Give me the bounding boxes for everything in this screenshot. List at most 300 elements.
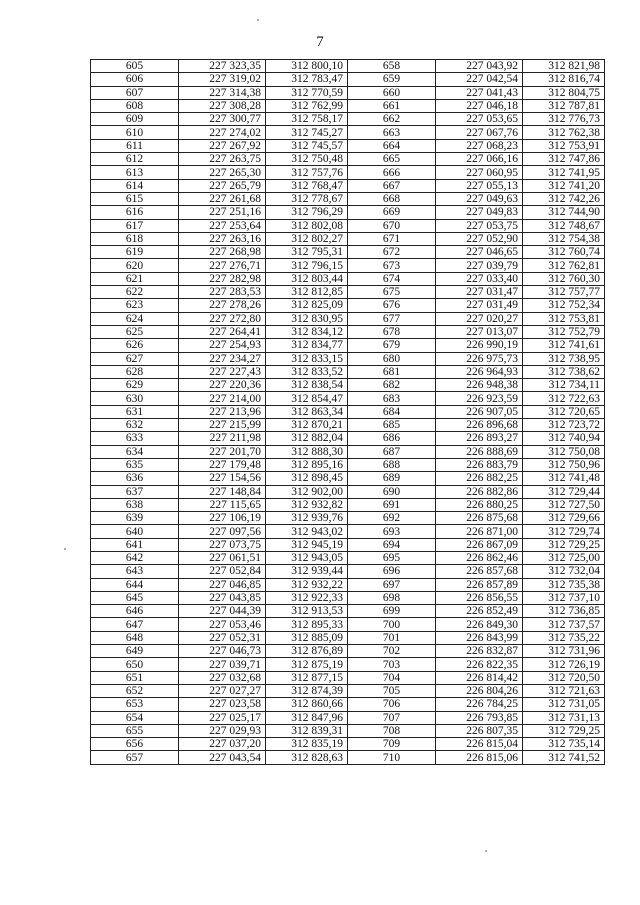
x-coordinate-cell: 227 046,18 — [436, 99, 523, 112]
x-coordinate-cell: 226 857,89 — [436, 578, 523, 591]
point-number-cell: 688 — [348, 458, 436, 471]
y-coordinate-cell: 312 762,81 — [523, 259, 605, 272]
y-coordinate-cell: 312 943,02 — [266, 525, 348, 538]
y-coordinate-cell: 312 796,29 — [266, 206, 348, 219]
x-coordinate-cell: 226 875,68 — [436, 512, 523, 525]
y-coordinate-cell: 312 870,21 — [266, 419, 348, 432]
x-coordinate-cell: 227 029,93 — [179, 724, 266, 737]
point-number-cell: 686 — [348, 432, 436, 445]
x-coordinate-cell: 227 041,43 — [436, 86, 523, 99]
point-number-cell: 665 — [348, 153, 436, 166]
y-coordinate-cell: 312 750,08 — [523, 445, 605, 458]
x-coordinate-cell: 227 267,92 — [179, 139, 266, 152]
x-coordinate-cell: 227 032,68 — [179, 671, 266, 684]
y-coordinate-cell: 312 745,27 — [266, 126, 348, 139]
x-coordinate-cell: 226 990,19 — [436, 339, 523, 352]
y-coordinate-cell: 312 725,00 — [523, 551, 605, 564]
point-number-cell: 646 — [91, 605, 179, 618]
x-coordinate-cell: 226 882,86 — [436, 485, 523, 498]
table-row — [91, 299, 605, 312]
x-coordinate-cell: 227 044,39 — [179, 605, 266, 618]
y-coordinate-cell: 312 735,14 — [523, 738, 605, 751]
y-coordinate-cell: 312 737,57 — [523, 618, 605, 631]
y-coordinate-cell: 312 750,48 — [266, 153, 348, 166]
table-row — [91, 751, 605, 764]
table-row — [91, 232, 605, 245]
table-row — [91, 86, 605, 99]
point-number-cell: 705 — [348, 684, 436, 697]
x-coordinate-cell: 227 053,75 — [436, 219, 523, 232]
point-number-cell: 640 — [91, 525, 179, 538]
table-row — [91, 419, 605, 432]
point-number-cell: 606 — [91, 73, 179, 86]
point-number-cell: 617 — [91, 219, 179, 232]
table-row — [91, 312, 605, 325]
y-coordinate-cell: 312 913,53 — [266, 605, 348, 618]
x-coordinate-cell: 227 179,48 — [179, 458, 266, 471]
table-row — [91, 286, 605, 299]
point-number-cell: 681 — [348, 365, 436, 378]
x-coordinate-cell: 227 220,36 — [179, 379, 266, 392]
x-coordinate-cell: 227 251,16 — [179, 206, 266, 219]
x-coordinate-cell: 227 055,13 — [436, 179, 523, 192]
x-coordinate-cell: 227 314,38 — [179, 86, 266, 99]
table-row — [91, 432, 605, 445]
point-number-cell: 620 — [91, 259, 179, 272]
y-coordinate-cell: 312 726,19 — [523, 658, 605, 671]
y-coordinate-cell: 312 922,33 — [266, 591, 348, 604]
table-row — [91, 259, 605, 272]
point-number-cell: 639 — [91, 512, 179, 525]
x-coordinate-cell: 227 319,02 — [179, 73, 266, 86]
x-coordinate-cell: 227 201,70 — [179, 445, 266, 458]
point-number-cell: 611 — [91, 139, 179, 152]
y-coordinate-cell: 312 802,27 — [266, 232, 348, 245]
point-number-cell: 685 — [348, 419, 436, 432]
y-coordinate-cell: 312 745,57 — [266, 139, 348, 152]
point-number-cell: 641 — [91, 538, 179, 551]
point-number-cell: 605 — [91, 60, 179, 73]
x-coordinate-cell: 226 793,85 — [436, 711, 523, 724]
y-coordinate-cell: 312 753,81 — [523, 312, 605, 325]
y-coordinate-cell: 312 757,77 — [523, 286, 605, 299]
y-coordinate-cell: 312 833,15 — [266, 352, 348, 365]
y-coordinate-cell: 312 895,16 — [266, 458, 348, 471]
y-coordinate-cell: 312 834,12 — [266, 325, 348, 338]
y-coordinate-cell: 312 721,63 — [523, 684, 605, 697]
table-row — [91, 711, 605, 724]
point-number-cell: 677 — [348, 312, 436, 325]
point-number-cell: 618 — [91, 232, 179, 245]
point-number-cell: 701 — [348, 631, 436, 644]
x-coordinate-cell: 227 227,43 — [179, 365, 266, 378]
table-row — [91, 618, 605, 631]
table-row — [91, 578, 605, 591]
point-number-cell: 687 — [348, 445, 436, 458]
y-coordinate-cell: 312 834,77 — [266, 339, 348, 352]
x-coordinate-cell: 226 948,38 — [436, 379, 523, 392]
x-coordinate-cell: 226 975,73 — [436, 352, 523, 365]
point-number-cell: 619 — [91, 246, 179, 259]
x-coordinate-cell: 226 814,42 — [436, 671, 523, 684]
y-coordinate-cell: 312 731,96 — [523, 645, 605, 658]
table-row — [91, 219, 605, 232]
point-number-cell: 661 — [348, 99, 436, 112]
y-coordinate-cell: 312 741,48 — [523, 472, 605, 485]
x-coordinate-cell: 227 046,65 — [436, 246, 523, 259]
x-coordinate-cell: 227 052,90 — [436, 232, 523, 245]
point-number-cell: 706 — [348, 698, 436, 711]
y-coordinate-cell: 312 758,17 — [266, 113, 348, 126]
table-row — [91, 166, 605, 179]
x-coordinate-cell: 227 020,27 — [436, 312, 523, 325]
y-coordinate-cell: 312 741,20 — [523, 179, 605, 192]
y-coordinate-cell: 312 762,38 — [523, 126, 605, 139]
point-number-cell: 649 — [91, 645, 179, 658]
table-row — [91, 113, 605, 126]
table-row — [91, 379, 605, 392]
table-row — [91, 139, 605, 152]
table-row — [91, 538, 605, 551]
y-coordinate-cell: 312 722,63 — [523, 392, 605, 405]
y-coordinate-cell: 312 741,95 — [523, 166, 605, 179]
y-coordinate-cell: 312 830,95 — [266, 312, 348, 325]
x-coordinate-cell: 227 261,68 — [179, 192, 266, 205]
point-number-cell: 637 — [91, 485, 179, 498]
point-number-cell: 672 — [348, 246, 436, 259]
point-number-cell: 698 — [348, 591, 436, 604]
point-number-cell: 633 — [91, 432, 179, 445]
x-coordinate-cell: 227 033,40 — [436, 272, 523, 285]
table-row — [91, 60, 605, 73]
x-coordinate-cell: 227 300,77 — [179, 113, 266, 126]
y-coordinate-cell: 312 796,15 — [266, 259, 348, 272]
y-coordinate-cell: 312 750,96 — [523, 458, 605, 471]
x-coordinate-cell: 226 923,59 — [436, 392, 523, 405]
point-number-cell: 638 — [91, 498, 179, 511]
x-coordinate-cell: 227 278,26 — [179, 299, 266, 312]
x-coordinate-cell: 227 268,98 — [179, 246, 266, 259]
point-number-cell: 610 — [91, 126, 179, 139]
y-coordinate-cell: 312 729,25 — [523, 538, 605, 551]
point-number-cell: 647 — [91, 618, 179, 631]
x-coordinate-cell: 227 031,47 — [436, 286, 523, 299]
point-number-cell: 634 — [91, 445, 179, 458]
y-coordinate-cell: 312 839,31 — [266, 724, 348, 737]
table-row — [91, 724, 605, 737]
point-number-cell: 697 — [348, 578, 436, 591]
y-coordinate-cell: 312 833,52 — [266, 365, 348, 378]
table-row — [91, 498, 605, 511]
x-coordinate-cell: 226 882,25 — [436, 472, 523, 485]
table-row — [91, 591, 605, 604]
x-coordinate-cell: 226 907,05 — [436, 405, 523, 418]
point-number-cell: 615 — [91, 192, 179, 205]
y-coordinate-cell: 312 854,47 — [266, 392, 348, 405]
table-row — [91, 99, 605, 112]
y-coordinate-cell: 312 945,19 — [266, 538, 348, 551]
point-number-cell: 684 — [348, 405, 436, 418]
point-number-cell: 622 — [91, 286, 179, 299]
table-row — [91, 645, 605, 658]
y-coordinate-cell: 312 754,38 — [523, 232, 605, 245]
table-row — [91, 73, 605, 86]
y-coordinate-cell: 312 877,15 — [266, 671, 348, 684]
point-number-cell: 707 — [348, 711, 436, 724]
table-row — [91, 352, 605, 365]
table-row — [91, 472, 605, 485]
x-coordinate-cell: 227 023,58 — [179, 698, 266, 711]
point-number-cell: 607 — [91, 86, 179, 99]
x-coordinate-cell: 226 832,87 — [436, 645, 523, 658]
x-coordinate-cell: 227 263,75 — [179, 153, 266, 166]
x-coordinate-cell: 227 097,56 — [179, 525, 266, 538]
x-coordinate-cell: 226 843,99 — [436, 631, 523, 644]
x-coordinate-cell: 226 896,68 — [436, 419, 523, 432]
x-coordinate-cell: 227 049,63 — [436, 192, 523, 205]
point-number-cell: 656 — [91, 738, 179, 751]
point-number-cell: 653 — [91, 698, 179, 711]
y-coordinate-cell: 312 729,44 — [523, 485, 605, 498]
x-coordinate-cell: 227 043,54 — [179, 751, 266, 764]
x-coordinate-cell: 227 211,98 — [179, 432, 266, 445]
y-coordinate-cell: 312 882,04 — [266, 432, 348, 445]
x-coordinate-cell: 226 852,49 — [436, 605, 523, 618]
table-row — [91, 458, 605, 471]
y-coordinate-cell: 312 748,67 — [523, 219, 605, 232]
x-coordinate-cell: 226 871,00 — [436, 525, 523, 538]
y-coordinate-cell: 312 732,04 — [523, 565, 605, 578]
table-row — [91, 392, 605, 405]
point-number-cell: 669 — [348, 206, 436, 219]
x-coordinate-cell: 227 052,31 — [179, 631, 266, 644]
y-coordinate-cell: 312 741,61 — [523, 339, 605, 352]
point-number-cell: 629 — [91, 379, 179, 392]
point-number-cell: 708 — [348, 724, 436, 737]
x-coordinate-cell: 226 964,93 — [436, 365, 523, 378]
y-coordinate-cell: 312 744,90 — [523, 206, 605, 219]
x-coordinate-cell: 227 042,54 — [436, 73, 523, 86]
y-coordinate-cell: 312 821,98 — [523, 60, 605, 73]
table-row — [91, 525, 605, 538]
y-coordinate-cell: 312 770,59 — [266, 86, 348, 99]
x-coordinate-cell: 227 115,65 — [179, 498, 266, 511]
point-number-cell: 631 — [91, 405, 179, 418]
point-number-cell: 700 — [348, 618, 436, 631]
x-coordinate-cell: 227 031,49 — [436, 299, 523, 312]
page-number: 7 — [316, 34, 324, 50]
y-coordinate-cell: 312 760,74 — [523, 246, 605, 259]
y-coordinate-cell: 312 723,72 — [523, 419, 605, 432]
point-number-cell: 623 — [91, 299, 179, 312]
y-coordinate-cell: 312 737,10 — [523, 591, 605, 604]
x-coordinate-cell: 227 039,71 — [179, 658, 266, 671]
x-coordinate-cell: 227 282,98 — [179, 272, 266, 285]
table-row — [91, 738, 605, 751]
y-coordinate-cell: 312 825,09 — [266, 299, 348, 312]
x-coordinate-cell: 227 049,83 — [436, 206, 523, 219]
x-coordinate-cell: 227 106,19 — [179, 512, 266, 525]
point-number-cell: 693 — [348, 525, 436, 538]
x-coordinate-cell: 226 784,25 — [436, 698, 523, 711]
table-row — [91, 206, 605, 219]
table-row — [91, 365, 605, 378]
point-number-cell: 663 — [348, 126, 436, 139]
point-number-cell: 636 — [91, 472, 179, 485]
table-row — [91, 605, 605, 618]
table-row — [91, 445, 605, 458]
x-coordinate-cell: 227 043,85 — [179, 591, 266, 604]
x-coordinate-cell: 226 867,09 — [436, 538, 523, 551]
point-number-cell: 676 — [348, 299, 436, 312]
y-coordinate-cell: 312 816,74 — [523, 73, 605, 86]
x-coordinate-cell: 226 849,30 — [436, 618, 523, 631]
y-coordinate-cell: 312 874,39 — [266, 684, 348, 697]
y-coordinate-cell: 312 860,66 — [266, 698, 348, 711]
x-coordinate-cell: 226 804,26 — [436, 684, 523, 697]
y-coordinate-cell: 312 828,63 — [266, 751, 348, 764]
table-row — [91, 551, 605, 564]
x-coordinate-cell: 227 234,27 — [179, 352, 266, 365]
y-coordinate-cell: 312 888,30 — [266, 445, 348, 458]
y-coordinate-cell: 312 847,96 — [266, 711, 348, 724]
y-coordinate-cell: 312 932,22 — [266, 578, 348, 591]
y-coordinate-cell: 312 736,85 — [523, 605, 605, 618]
y-coordinate-cell: 312 738,95 — [523, 352, 605, 365]
point-number-cell: 675 — [348, 286, 436, 299]
point-number-cell: 696 — [348, 565, 436, 578]
point-number-cell: 659 — [348, 73, 436, 86]
point-number-cell: 648 — [91, 631, 179, 644]
point-number-cell: 644 — [91, 578, 179, 591]
y-coordinate-cell: 312 757,76 — [266, 166, 348, 179]
x-coordinate-cell: 227 013,07 — [436, 325, 523, 338]
point-number-cell: 614 — [91, 179, 179, 192]
y-coordinate-cell: 312 727,50 — [523, 498, 605, 511]
point-number-cell: 624 — [91, 312, 179, 325]
x-coordinate-cell: 227 264,41 — [179, 325, 266, 338]
y-coordinate-cell: 312 943,05 — [266, 551, 348, 564]
table-row — [91, 631, 605, 644]
y-coordinate-cell: 312 902,00 — [266, 485, 348, 498]
x-coordinate-cell: 227 214,00 — [179, 392, 266, 405]
y-coordinate-cell: 312 753,91 — [523, 139, 605, 152]
scan-speck — [64, 548, 66, 550]
point-number-cell: 651 — [91, 671, 179, 684]
x-coordinate-cell: 227 039,79 — [436, 259, 523, 272]
point-number-cell: 691 — [348, 498, 436, 511]
y-coordinate-cell: 312 760,30 — [523, 272, 605, 285]
y-coordinate-cell: 312 734,11 — [523, 379, 605, 392]
point-number-cell: 674 — [348, 272, 436, 285]
point-number-cell: 625 — [91, 325, 179, 338]
y-coordinate-cell: 312 804,75 — [523, 86, 605, 99]
y-coordinate-cell: 312 875,19 — [266, 658, 348, 671]
point-number-cell: 678 — [348, 325, 436, 338]
x-coordinate-cell: 227 154,56 — [179, 472, 266, 485]
y-coordinate-cell: 312 787,81 — [523, 99, 605, 112]
point-number-cell: 703 — [348, 658, 436, 671]
table-row — [91, 325, 605, 338]
point-number-cell: 668 — [348, 192, 436, 205]
y-coordinate-cell: 312 876,89 — [266, 645, 348, 658]
y-coordinate-cell: 312 895,33 — [266, 618, 348, 631]
y-coordinate-cell: 312 720,50 — [523, 671, 605, 684]
x-coordinate-cell: 227 215,99 — [179, 419, 266, 432]
x-coordinate-cell: 227 265,79 — [179, 179, 266, 192]
x-coordinate-cell: 226 880,25 — [436, 498, 523, 511]
point-number-cell: 630 — [91, 392, 179, 405]
x-coordinate-cell: 227 067,76 — [436, 126, 523, 139]
point-number-cell: 709 — [348, 738, 436, 751]
point-number-cell: 673 — [348, 259, 436, 272]
table-row — [91, 272, 605, 285]
x-coordinate-cell: 226 883,79 — [436, 458, 523, 471]
y-coordinate-cell: 312 742,26 — [523, 192, 605, 205]
y-coordinate-cell: 312 803,44 — [266, 272, 348, 285]
point-number-cell: 642 — [91, 551, 179, 564]
y-coordinate-cell: 312 800,10 — [266, 60, 348, 73]
x-coordinate-cell: 227 283,53 — [179, 286, 266, 299]
table-row — [91, 405, 605, 418]
point-number-cell: 632 — [91, 419, 179, 432]
point-number-cell: 670 — [348, 219, 436, 232]
x-coordinate-cell: 227 073,75 — [179, 538, 266, 551]
x-coordinate-cell: 226 893,27 — [436, 432, 523, 445]
y-coordinate-cell: 312 795,31 — [266, 246, 348, 259]
y-coordinate-cell: 312 738,62 — [523, 365, 605, 378]
y-coordinate-cell: 312 768,47 — [266, 179, 348, 192]
coordinates-table — [90, 59, 605, 765]
y-coordinate-cell: 312 776,73 — [523, 113, 605, 126]
x-coordinate-cell: 226 822,35 — [436, 658, 523, 671]
table-row — [91, 512, 605, 525]
y-coordinate-cell: 312 747,86 — [523, 153, 605, 166]
point-number-cell: 650 — [91, 658, 179, 671]
point-number-cell: 621 — [91, 272, 179, 285]
point-number-cell: 626 — [91, 339, 179, 352]
point-number-cell: 710 — [348, 751, 436, 764]
point-number-cell: 655 — [91, 724, 179, 737]
coordinates-table-body — [91, 60, 605, 765]
point-number-cell: 609 — [91, 113, 179, 126]
x-coordinate-cell: 227 037,20 — [179, 738, 266, 751]
x-coordinate-cell: 226 815,06 — [436, 751, 523, 764]
x-coordinate-cell: 227 061,51 — [179, 551, 266, 564]
x-coordinate-cell: 227 308,28 — [179, 99, 266, 112]
x-coordinate-cell: 227 148,84 — [179, 485, 266, 498]
x-coordinate-cell: 227 060,95 — [436, 166, 523, 179]
y-coordinate-cell: 312 741,52 — [523, 751, 605, 764]
point-number-cell: 627 — [91, 352, 179, 365]
point-number-cell: 694 — [348, 538, 436, 551]
x-coordinate-cell: 227 043,92 — [436, 60, 523, 73]
x-coordinate-cell: 227 265,30 — [179, 166, 266, 179]
x-coordinate-cell: 226 807,35 — [436, 724, 523, 737]
x-coordinate-cell: 227 046,85 — [179, 578, 266, 591]
x-coordinate-cell: 226 856,55 — [436, 591, 523, 604]
point-number-cell: 643 — [91, 565, 179, 578]
x-coordinate-cell: 227 272,80 — [179, 312, 266, 325]
point-number-cell: 664 — [348, 139, 436, 152]
x-coordinate-cell: 227 253,64 — [179, 219, 266, 232]
y-coordinate-cell: 312 812,85 — [266, 286, 348, 299]
x-coordinate-cell: 227 263,16 — [179, 232, 266, 245]
y-coordinate-cell: 312 802,08 — [266, 219, 348, 232]
point-number-cell: 702 — [348, 645, 436, 658]
point-number-cell: 613 — [91, 166, 179, 179]
table-row — [91, 179, 605, 192]
